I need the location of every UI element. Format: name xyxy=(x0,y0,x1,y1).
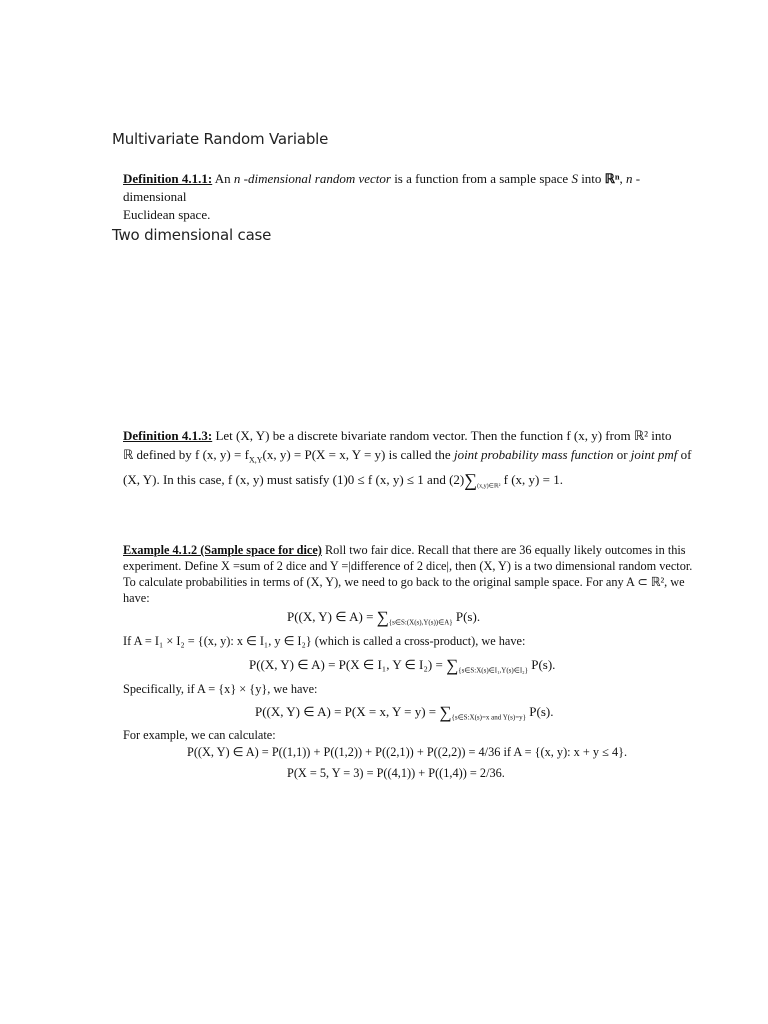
text: into xyxy=(577,171,605,186)
definition-label: Definition 4.1.1: xyxy=(123,171,213,186)
sum-subscript: {s∈S:(X(s),Y(s))∈A} xyxy=(388,618,453,627)
cross-product-line: If A = I₁ × I₂ = {(x, y): x ∈ I₁, y ∈ I₂} (which is called a cross-product), we have: xyxy=(123,634,526,648)
definition-4-1-1 xyxy=(123,170,653,224)
equation-5: P(X = 5, Y = 3) = P((4,1)) + P((1,4)) = 2/36. xyxy=(287,766,505,780)
def413-line3a: (X, Y). In this case, f (x, y) must satisfy (1)0 ≤ f (x, y) ≤ 1 and (2) xyxy=(123,471,465,487)
symbol-n: n xyxy=(626,171,633,186)
def413-sub: X,Y xyxy=(248,455,263,465)
sum-subscript: (x,y)∈ℝ² xyxy=(477,483,501,490)
text: An xyxy=(212,171,234,186)
def413-line3b: f (x, y) = 1. xyxy=(500,471,563,487)
def413-line2b: (x, y) = P(X = x, Y = y) is called the xyxy=(262,447,454,462)
specifically-line: Specifically, if A = {x} × {y}, we have: xyxy=(123,682,318,696)
equation-2 xyxy=(249,656,555,676)
sum-symbol: ∑ xyxy=(446,656,459,675)
eq2-rhs: P(s). xyxy=(527,657,556,672)
term-random-vector: n -dimensional random vector xyxy=(233,171,391,186)
for-example-line: For example, we can calculate: xyxy=(123,728,276,742)
def413-line1: Let (X, Y) be a discrete bivariate random vector. Then the function f (x, y) from ℝ² into xyxy=(212,428,672,443)
example-line2: experiment. Define X =sum of 2 dice and Y =|difference of 2 dice|, then (X, Y) is a two dimensional random vector. xyxy=(123,559,693,573)
definition-line-2: Euclidean space. xyxy=(123,207,211,222)
example-line4: have: xyxy=(123,591,150,605)
text: of xyxy=(677,447,692,462)
equation-3 xyxy=(255,703,553,723)
example-line1: Roll two fair dice. Recall that there are 36 equally likely outcomes in this xyxy=(321,543,686,557)
eq3-lhs: P((X, Y) ∈ A) = P(X = x, Y = y) = xyxy=(255,704,440,719)
sum-subscript: {s∈S:X(s)∈I₁,Y(s)∈I₂} xyxy=(458,666,528,675)
term-joint-pmf: joint probability mass function xyxy=(453,447,614,462)
example-4-1-2 xyxy=(123,542,693,606)
eq1-lhs: P((X, Y) ∈ A) = xyxy=(287,609,377,624)
symbol-s: S xyxy=(571,171,578,186)
sum-symbol: ∑ xyxy=(439,703,452,722)
eq3-rhs: P(s). xyxy=(526,704,554,719)
sum-symbol: ∑ xyxy=(376,608,389,627)
def413-line2a: ℝ defined by f (x, y) = f xyxy=(123,447,249,462)
equation-4: P((X, Y) ∈ A) = P((1,1)) + P((1,2)) + P((2,1)) + P((2,2)) = 4/36 if A = {(x, y): x + y ≤ 4}. xyxy=(187,745,628,759)
text: -dimensional xyxy=(123,171,641,204)
text: or xyxy=(613,447,631,462)
eq1-rhs: P(s). xyxy=(452,609,481,624)
term-joint-pmf-short: joint pmf xyxy=(630,447,678,462)
sum-subscript: {s∈S:X(s)=x and Y(s)=y} xyxy=(451,713,527,722)
eq2-lhs: P((X, Y) ∈ A) = P(X ∈ I₁, Y ∈ I₂) = xyxy=(249,657,447,672)
section-heading-two-dimensional: Two dimensional case xyxy=(112,226,272,244)
example-line3: To calculate probabilities in terms of (X, Y), we need to go back to the original sample space. For any A ⊂ ℝ², we xyxy=(123,575,685,589)
equation-1 xyxy=(287,608,480,628)
example-label: Example 4.1.2 (Sample space for dice) xyxy=(123,543,322,557)
symbol-rn: ℝⁿ xyxy=(604,171,620,186)
sum-symbol: ∑ xyxy=(464,469,478,490)
section-heading-multivariate: Multivariate Random Variable xyxy=(112,130,329,148)
definition-label: Definition 4.1.3: xyxy=(123,428,213,443)
definition-4-1-3 xyxy=(123,426,692,496)
text: , xyxy=(619,171,626,186)
text: is a function from a sample space xyxy=(390,171,572,186)
